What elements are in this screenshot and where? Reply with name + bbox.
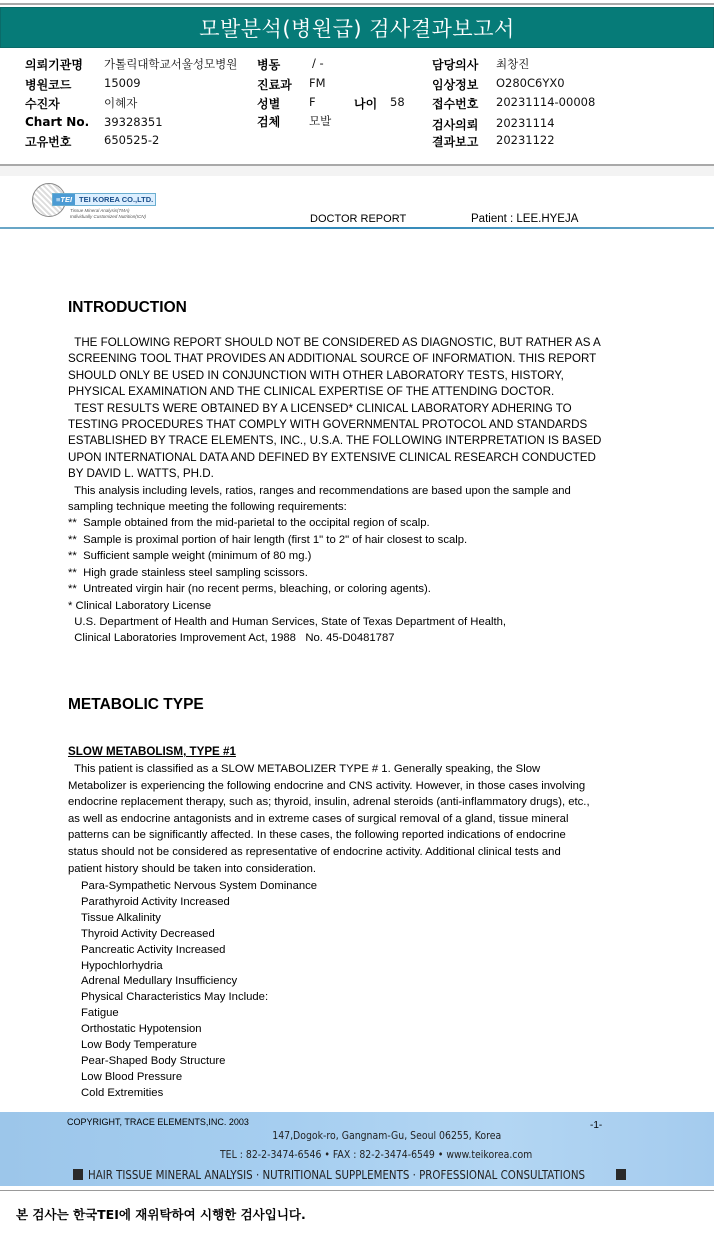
institution-label: 의뢰기관명 [25, 58, 83, 72]
text-line: UPON INTERNATIONAL DATA AND DEFINED BY EXTENSIVE CLINICAL RESEARCH CONDUCTED [68, 450, 596, 464]
ward-value: / - [312, 56, 324, 70]
tei-mark: ≡TEI [53, 194, 75, 205]
tei-logo [30, 181, 160, 221]
company-tagline [68, 1167, 648, 1182]
copyright: COPYRIGHT, TRACE ELEMENTS,INC. 2003 [67, 1117, 249, 1127]
indication-item: Hypochlorhydria [81, 959, 163, 972]
department-label: 진료과 [257, 78, 292, 92]
receipt-no-label: 접수번호 [432, 97, 479, 111]
top-divider [0, 3, 714, 5]
license-note: * Clinical Laboratory License [68, 599, 212, 612]
chart-no-label: Chart No. [25, 115, 90, 129]
department-value: FM [309, 76, 326, 90]
text-line: endocrine replacement therapy, such as; thyroid, insulin, adrenal steroids (anti-inflammatory drugs), etc., [68, 796, 590, 809]
indication-item: Fatigue [81, 1007, 119, 1020]
text-line: as well as endocrine antagonists and in extreme cases of surgical removal of a gland, tissue mineral [68, 812, 569, 825]
text-line: PHYSICAL EXAMINATION AND THE CLINICAL EXPERTISE OF THE ATTENDING DOCTOR. [68, 385, 555, 399]
doctor-label: 담당의사 [432, 58, 479, 72]
age-value: 58 [390, 95, 405, 109]
report-date-value: 20231122 [496, 133, 555, 147]
text-line: status should not be considered as representative of endocrine activity. Additional clinical tests and [68, 845, 561, 858]
license-note: Clinical Laboratories Improvement Act, 1988 No. 45-D0481787 [68, 632, 395, 645]
metabolic-body [68, 761, 648, 877]
patient-info-grid [0, 52, 714, 152]
text-line: ESTABLISHED BY TRACE ELEMENTS, INC., U.S.A. THE FOLLOWING INTERPRETATION IS BASED [68, 434, 602, 448]
unique-no-label: 고유번호 [25, 135, 72, 149]
logo-subtitle-line: Tissue Mineral Analysis(TMA) [70, 208, 130, 213]
sex-label: 성별 [257, 97, 281, 111]
metabolic-subtitle: SLOW METABOLISM, TYPE #1 [68, 745, 236, 758]
header-rule [0, 227, 714, 229]
square-bullet-icon [73, 1169, 83, 1180]
text-line: sampling technique meeting the following requirements: [68, 501, 347, 514]
report-title-bar [0, 7, 714, 48]
indication-item: Cold Extremities [81, 1086, 164, 1099]
clinical-info-value: O280C6YX0 [496, 76, 565, 90]
text-line: patterns can be significantly affected. In these cases, the following reported indications of endocrine [68, 829, 566, 842]
metabolic-type-title: METABOLIC TYPE [68, 696, 204, 713]
hospital-code-label: 병원코드 [25, 78, 72, 92]
text-line: TESTING PROCEDURES THAT COMPLY WITH GOVERNMENTAL PROTOCOL AND STANDARDS [68, 418, 588, 432]
ward-label: 병동 [257, 58, 281, 72]
logo-subtitle-line: Individually Customized Nutrition(ICN) [70, 213, 147, 219]
chart-no-value: 39328351 [104, 115, 163, 129]
indication-item: Adrenal Medullary Insufficiency [81, 975, 238, 988]
request-date-label: 검사의뢰 [432, 118, 479, 132]
requirement-item: ** Sufficient sample weight (minimum of 80 mg.) [68, 550, 312, 563]
institution-value: 가톨릭대학교서울성모병원 [104, 57, 238, 71]
receipt-no-value: 20231114-00008 [496, 95, 596, 109]
text-line: THE FOLLOWING REPORT SHOULD NOT BE CONSIDERED AS DIAGNOSTIC, BUT RATHER AS A [68, 336, 601, 349]
indication-item: Pancreatic Activity Increased [81, 943, 226, 956]
company-contact: TEL : 82-2-3474-6546 • FAX : 82-2-3474-6549 • www.teikorea.com [219, 1148, 533, 1161]
square-bullet-icon [616, 1169, 626, 1180]
logo-subtitle [70, 208, 146, 219]
patient-name: Patient : LEE.HYEJA [471, 213, 579, 225]
text-line: SHOULD ONLY BE USED IN CONJUNCTION WITH OTHER LABORATORY TESTS, HISTORY, [68, 368, 564, 382]
hospital-code-value: 15009 [104, 76, 141, 90]
requirement-item: ** High grade stainless steel sampling scissors. [68, 566, 308, 579]
company-name: TEI KOREA CO.,LTD. [79, 195, 154, 204]
page-number: -1- [590, 1120, 603, 1131]
introduction-title: INTRODUCTION [68, 299, 187, 316]
introduction-body [68, 335, 648, 647]
indication-item: Pear-Shaped Body Structure [81, 1054, 226, 1067]
indication-item: Physical Characteristics May Include: [81, 991, 269, 1004]
specimen-value: 모발 [309, 114, 332, 128]
request-date-value: 20231114 [496, 116, 555, 130]
text-line: This analysis including levels, ratios, ranges and recommendations are based upon the sample and [68, 484, 571, 497]
report-date-label: 결과보고 [432, 135, 479, 149]
report-type: DOCTOR REPORT [310, 213, 407, 225]
license-note: U.S. Department of Health and Human Services, State of Texas Department of Health, [68, 615, 507, 628]
text-line: SCREENING TOOL THAT PROVIDES AN ADDITIONAL SOURCE OF INFORMATION. THIS REPORT [68, 352, 597, 366]
patient-label: 수진자 [25, 97, 60, 111]
text-line: TEST RESULTS WERE OBTAINED BY A LICENSED* CLINICAL LABORATORY ADHERING TO [68, 401, 572, 415]
age-label: 나이 [354, 97, 378, 111]
text-line: patient history should be taken into consideration. [68, 862, 317, 875]
indication-item: Tissue Alkalinity [81, 911, 161, 924]
unique-no-value: 650525-2 [104, 133, 160, 147]
logo-banner [52, 193, 156, 206]
specimen-label: 검체 [257, 115, 281, 129]
requirement-item: ** Sample is proximal portion of hair length (first 1" to 2" of hair closest to scalp. [68, 533, 468, 546]
indication-item: Para-Sympathetic Nervous System Dominance [81, 880, 318, 892]
indication-item: Low Body Temperature [81, 1039, 197, 1052]
text-line: This patient is classified as a SLOW METABOLIZER TYPE # 1. Generally speaking, the Slow [68, 763, 541, 775]
doctor-value: 최창진 [496, 57, 530, 71]
text-line: BY DAVID L. WATTS, PH.D. [68, 467, 214, 481]
outsourcing-notice: 본 검사는 한국TEI에 재위탁하여 시행한 검사입니다. [16, 1207, 306, 1222]
divider-shade [0, 166, 714, 176]
patient-value: 이혜자 [104, 96, 138, 110]
company-address: 147,Dogok-ro, Gangnam-Gu, Seoul 06255, Korea [272, 1129, 502, 1142]
indications-list [81, 879, 317, 1102]
report-title: 모발분석(병원급) 검사결과보고서 [199, 16, 515, 41]
indication-item: Parathyroid Activity Increased [81, 895, 230, 908]
sex-value: F [309, 95, 316, 109]
bottom-divider [0, 1190, 714, 1191]
text-line: Metabolizer is experiencing the following endocrine and CNS activity. However, in those cases involving [68, 779, 586, 792]
indication-item: Thyroid Activity Decreased [81, 927, 215, 940]
clinical-info-label: 임상정보 [432, 78, 479, 92]
tagline-text: HAIR TISSUE MINERAL ANALYSIS · NUTRITIONAL SUPPLEMENTS · PROFESSIONAL CONSULTATIONS [88, 1167, 586, 1182]
requirement-item: ** Sample obtained from the mid-parietal to the occipital region of scalp. [68, 517, 430, 530]
indication-item: Orthostatic Hypotension [81, 1023, 202, 1036]
indication-item: Low Blood Pressure [81, 1070, 183, 1083]
requirement-item: ** Untreated virgin hair (no recent perms, bleaching, or coloring agents). [68, 583, 431, 596]
